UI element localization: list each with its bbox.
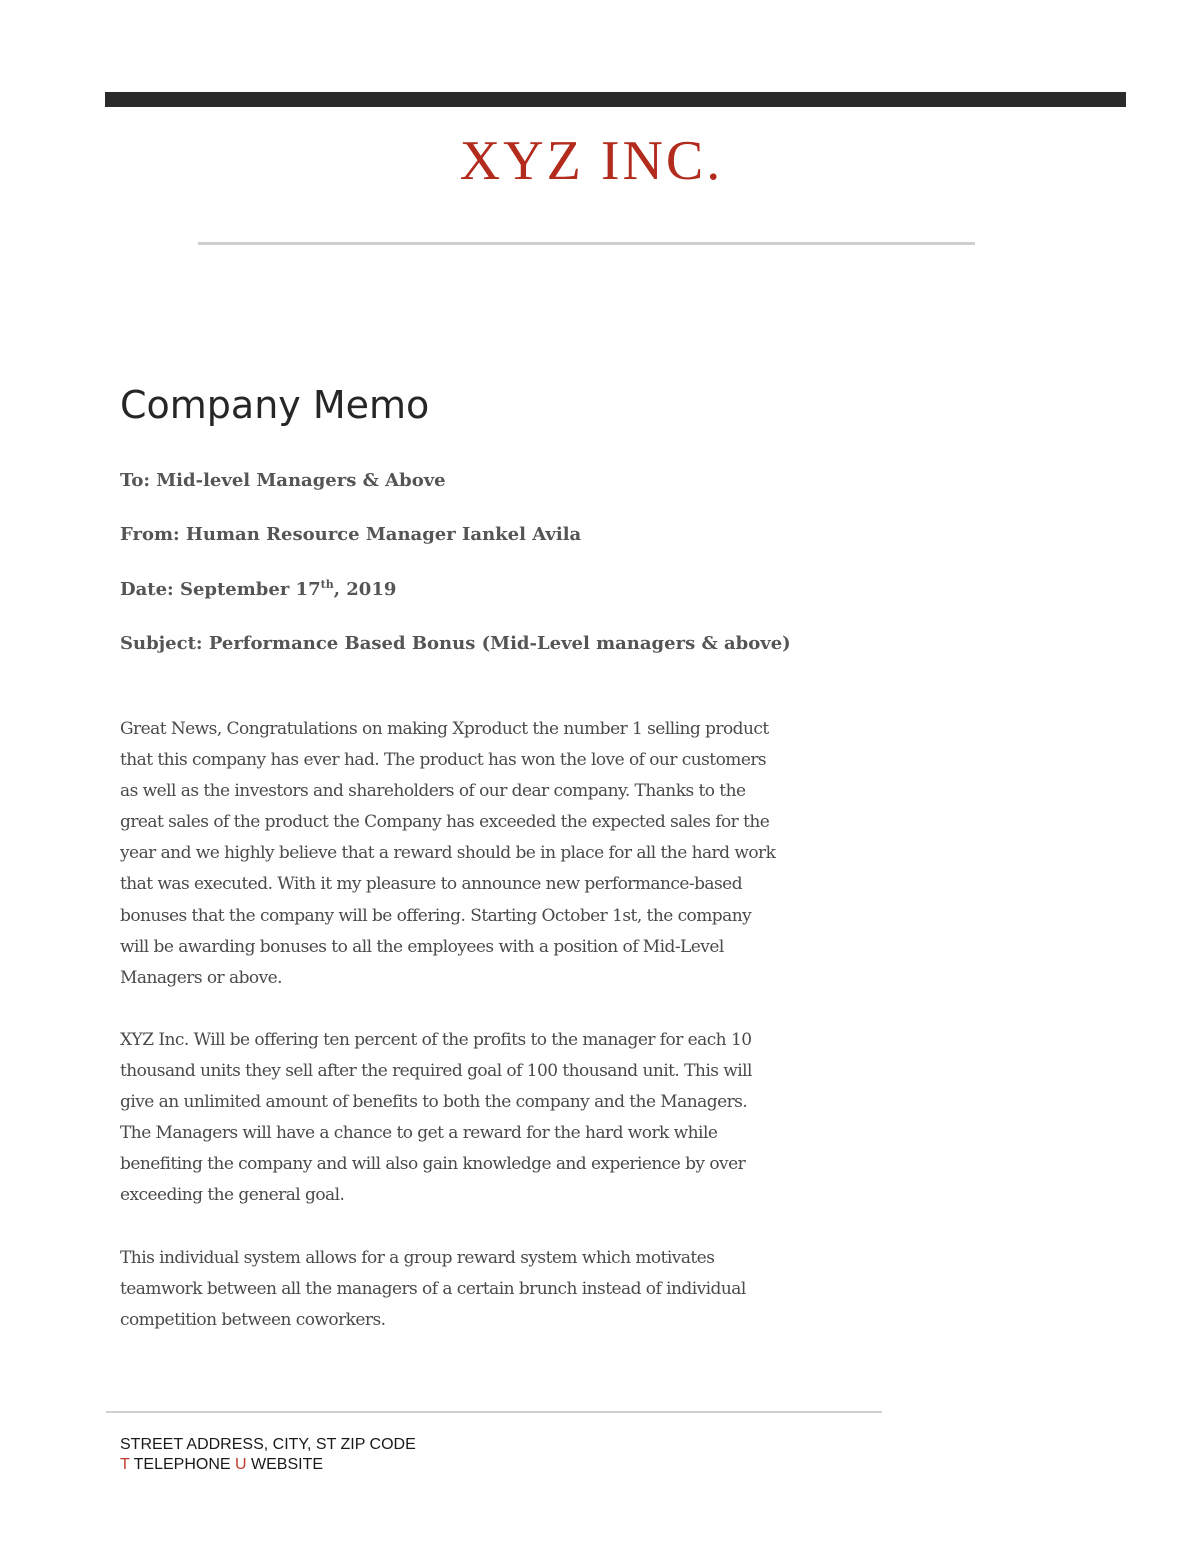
footer-divider	[106, 1411, 882, 1413]
header-divider	[198, 242, 975, 245]
footer-telephone: TELEPHONE	[133, 1456, 231, 1473]
memo-subject-field: Subject: Performance Based Bonus (Mid-Level managers & above)	[120, 633, 791, 654]
memo-from-field: From: Human Resource Manager Iankel Avila	[120, 524, 582, 545]
memo-to-field: To: Mid-level Managers & Above	[120, 470, 446, 491]
footer-contact-line	[120, 1455, 323, 1475]
company-name: XYZ INC.	[459, 130, 724, 192]
header-top-bar	[105, 92, 1126, 107]
telephone-marker: T	[120, 1456, 130, 1473]
website-marker: U	[235, 1456, 247, 1473]
memo-date-prefix: Date: September 17	[120, 579, 321, 600]
footer-website: WEBSITE	[251, 1456, 324, 1473]
memo-title: Company Memo	[120, 383, 430, 427]
memo-date-field	[120, 577, 396, 603]
footer-address: STREET ADDRESS, CITY, ST ZIP CODE	[120, 1436, 416, 1453]
body-paragraph-2: XYZ Inc. Will be offering ten percent of the profits to the manager for each 10 thousand units they sell after the required goal of 100 thousand unit. This will give an unlimited amount of benefits to both the company and the Managers. The Managers will have a chance to get a reward for the hard work while benefiting the company and will also gain knowledge and experience by over exceeding the general goal.	[120, 1030, 752, 1206]
body-paragraph-1: Great News, Congratulations on making Xproduct the number 1 selling product that this company has ever had. The product has won the love of our customers as well as the investors and shareholders of our dear company. Thanks to the great sales of the product the Company has exceeded the expected sales for the year and we highly believe that a reward should be in place for all the hard work that was executed. With it my pleasure to announce new performance-based bonuses that the company will be offering. Starting October 1st, the company will be awarding bonuses to all the employees with a position of Mid-Level Managers or above.	[120, 719, 776, 988]
body-paragraph-3: This individual system allows for a group reward system which motivates teamwork between all the managers of a certain brunch instead of individual competition between coworkers.	[120, 1248, 746, 1331]
memo-date-suffix: th	[320, 578, 334, 591]
memo-date-year: , 2019	[333, 579, 397, 600]
